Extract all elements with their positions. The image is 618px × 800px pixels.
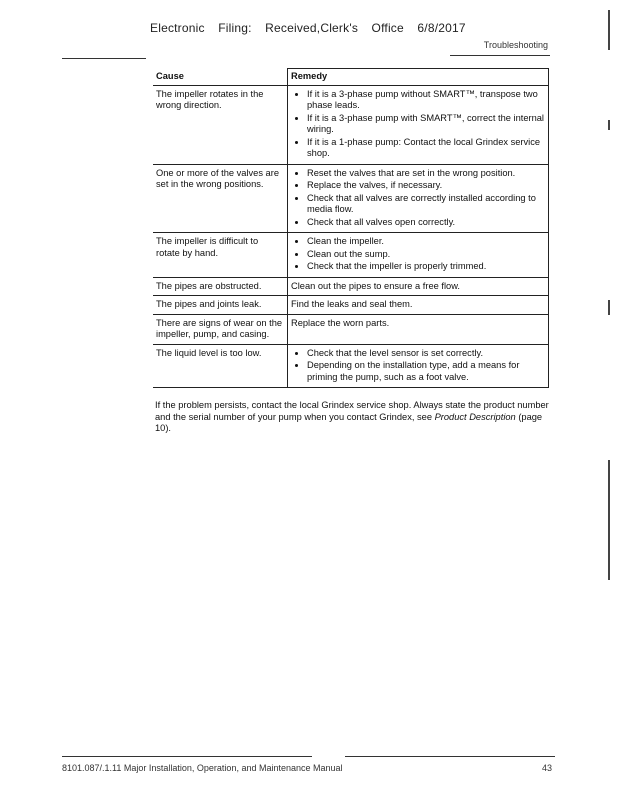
- remedy-cell: [288, 164, 549, 233]
- remedy-cell: Clean out the pipes to ensure a free flow.: [288, 277, 549, 296]
- remedy-item: • If it is a 3-phase pump without SMART™, transpose two phase leads.: [307, 89, 545, 112]
- remedy-list: [291, 168, 545, 229]
- cause-cell: The liquid level is too low.: [153, 344, 288, 388]
- remedy-cell: Find the leaks and seal them.: [288, 296, 549, 315]
- edge-scan-mark: [608, 10, 610, 50]
- running-head: Troubleshooting: [483, 40, 548, 50]
- table-body: [153, 85, 549, 388]
- remedy-cell: [288, 344, 549, 388]
- edge-scan-mark: [608, 300, 610, 315]
- remedy-item: • Clean out the sump.: [307, 249, 545, 261]
- remedy-item: • Depending on the installation type, add a means for priming the pump, such as a foot valve.: [307, 360, 545, 383]
- footer-text: 8101.087/.1.11 Major Installation, Operation, and Maintenance Manual: [62, 763, 343, 773]
- table-row: [153, 314, 549, 344]
- remedy-item: • Clean the impeller.: [307, 236, 545, 248]
- table-row: [153, 164, 549, 233]
- cause-header: Cause: [153, 69, 288, 86]
- table-row: [153, 233, 549, 278]
- edge-scan-mark: [608, 460, 610, 580]
- remedy-cell: Replace the worn parts.: [288, 314, 549, 344]
- remedy-cell: [288, 233, 549, 278]
- footer-rule-right: [345, 756, 555, 757]
- remedy-item: • Check that all valves open correctly.: [307, 217, 545, 229]
- cause-cell: The impeller rotates in the wrong direction.: [153, 85, 288, 164]
- cause-cell: There are signs of wear on the impeller, pump, and casing.: [153, 314, 288, 344]
- remedy-item: • If it is a 3-phase pump with SMART™, correct the internal wiring.: [307, 113, 545, 136]
- cause-cell: The pipes and joints leak.: [153, 296, 288, 315]
- footer-rule-left: [62, 756, 312, 757]
- product-description-link[interactable]: Product Description: [434, 411, 516, 422]
- header-rule-left: [62, 58, 146, 59]
- edge-scan-mark: [608, 120, 610, 130]
- note-text: If the problem persists, contact the local Grindex service shop. Always state the product number and the serial number of your pump when you contact Grindex, see: [155, 400, 549, 422]
- table-row: [153, 277, 549, 296]
- remedy-item: • Check that the impeller is properly trimmed.: [307, 261, 545, 273]
- cause-cell: The pipes are obstructed.: [153, 277, 288, 296]
- remedy-header: Remedy: [288, 69, 549, 86]
- remedy-item: • Check that all valves are correctly installed according to media flow.: [307, 193, 545, 216]
- header-rule-right: [450, 55, 550, 56]
- filing-stamp: Electronic Filing: Received,Clerk's Office 6/8/2017: [150, 21, 466, 35]
- remedy-cell: [288, 85, 549, 164]
- table-row: [153, 85, 549, 164]
- remedy-item: • Replace the valves, if necessary.: [307, 180, 545, 192]
- remedy-list: [291, 236, 545, 273]
- table-row: [153, 344, 549, 388]
- remedy-list: [291, 89, 545, 160]
- remedy-list: [291, 348, 545, 384]
- troubleshooting-table: [153, 68, 549, 388]
- table-row: [153, 296, 549, 315]
- table-header-row: [153, 69, 549, 86]
- remedy-item: • Check that the level sensor is set correctly.: [307, 348, 545, 360]
- page-number: 43: [542, 763, 553, 773]
- note-text-end: (page 10).: [155, 411, 543, 433]
- support-note: [155, 400, 550, 435]
- remedy-item: • If it is a 1-phase pump: Contact the local Grindex service shop.: [307, 137, 545, 160]
- remedy-item: • Reset the valves that are set in the wrong position.: [307, 168, 545, 180]
- cause-cell: The impeller is difficult to rotate by hand.: [153, 233, 288, 278]
- cause-cell: One or more of the valves are set in the wrong positions.: [153, 164, 288, 233]
